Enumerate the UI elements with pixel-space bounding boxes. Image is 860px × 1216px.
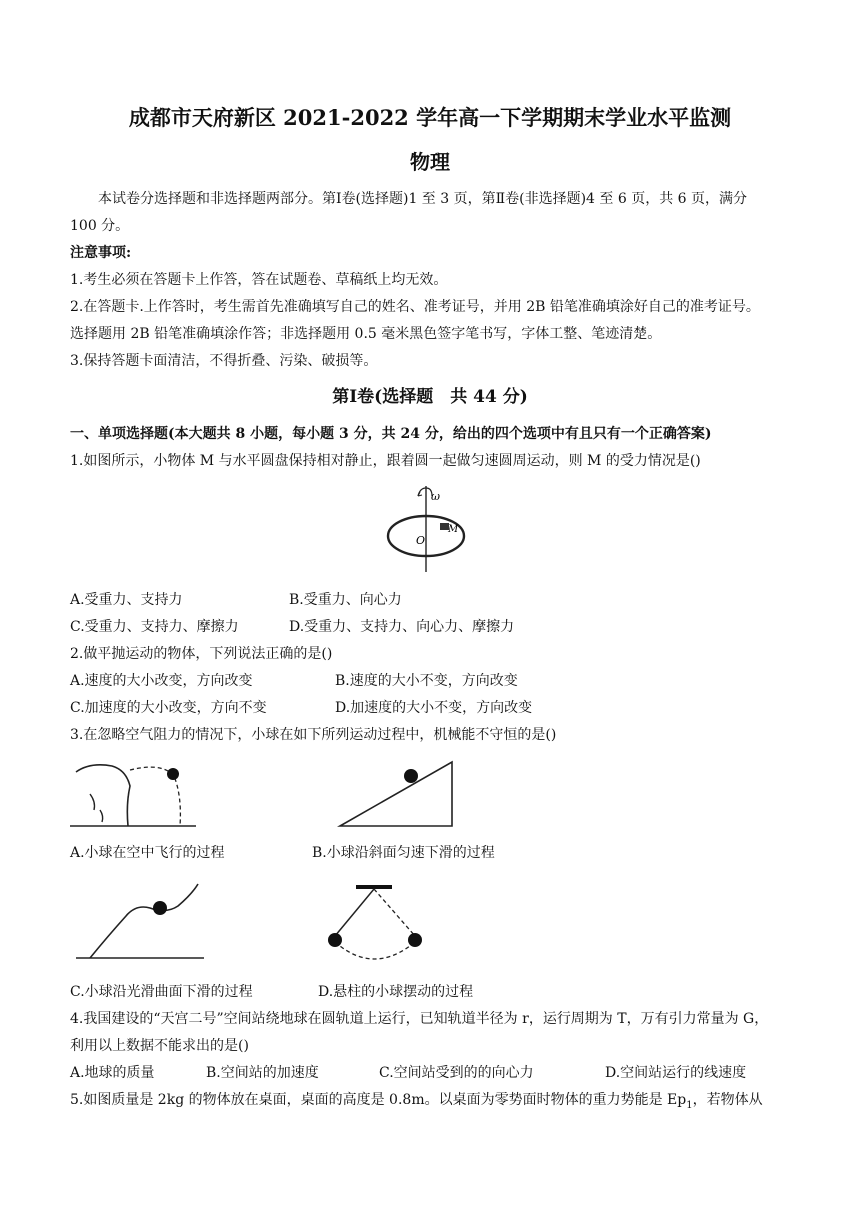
note-item-1: 1.考生必须在答题卡上作答，答在试题卷、草稿纸上均无效。 (70, 272, 448, 288)
q3-option-a: A.小球在空中飞行的过程 (70, 845, 225, 861)
q4-option-b: B.空间站的加速度 (206, 1065, 319, 1081)
q3-pendulum-figure (322, 880, 428, 970)
q2-option-c: C.加速度的大小改变，方向不变 (70, 700, 267, 716)
note-item-2-continued: 选择题用 2B 铅笔准确填涂作答；非选择题用 0.5 毫米黑色签字笔书写，字体工整、笔迹清楚。 (70, 326, 662, 342)
q4-option-c: C.空间站受到的的向心力 (379, 1065, 534, 1081)
q3-option-d: D.悬柱的小球摆动的过程 (318, 984, 474, 1000)
q5-stem-tail: ，若物体从 (692, 1092, 763, 1108)
q1-omega-label: ω (431, 490, 440, 503)
q1-origin-label: O (416, 534, 426, 547)
q1-option-d: D.受重力、支持力、向心力、摩擦力 (289, 619, 515, 635)
q1-rotating-disc-figure (380, 484, 470, 574)
section-1-instruction: 一、单项选择题(本大题共 8 小题，每小题 3 分，共 24 分，给出的四个选项中有且只有一个正确答案) (70, 426, 712, 442)
exam-title: 成都市天府新区 2021-2022 学年高一下学期期末学业水平监测 (128, 105, 732, 130)
q3-curved-surface-figure (74, 880, 206, 964)
q2-option-a: A.速度的大小改变，方向改变 (70, 673, 253, 689)
intro-line-2: 100 分。 (70, 218, 130, 234)
q4-stem-line-1: 4.我国建设的“天宫二号”空间站绕地球在圆轨道上运行，已知轨道半径为 r，运行周期为 T，万有引力常量为 G， (70, 1011, 769, 1027)
q3-option-c: C.小球沿光滑曲面下滑的过程 (70, 984, 253, 1000)
q1-option-c: C.受重力、支持力、摩擦力 (70, 619, 239, 635)
q4-option-d: D.空间站运行的线速度 (605, 1065, 747, 1081)
q5-stem (70, 1090, 794, 1116)
q5-ep-subscript: 1 (686, 1099, 693, 1111)
q5-stem-text: 5.如图质量是 2kg 的物体放在桌面，桌面的高度是 0.8m。以桌面为零势面时物体的重力势能是 Ep (70, 1092, 687, 1108)
notes-heading: 注意事项: (70, 245, 132, 261)
q3-cliff-projectile-figure (70, 760, 200, 830)
q3-incline-figure (338, 758, 458, 830)
q2-stem: 2.做平抛运动的物体，下列说法正确的是() (70, 646, 333, 662)
q1-mass-label: M (448, 524, 459, 535)
q3-option-b: B.小球沿斜面匀速下滑的过程 (312, 845, 495, 861)
note-item-3: 3.保持答题卡面清洁，不得折叠、污染、破损等。 (70, 353, 378, 369)
q1-option-b: B.受重力、向心力 (289, 592, 402, 608)
q2-option-d: D.加速度的大小不变，方向改变 (335, 700, 533, 716)
intro-line-1: 本试卷分选择题和非选择题两部分。第Ⅰ卷(选择题)1 至 3 页，第Ⅱ卷(非选择题)4 至 6 页，共 6 页，满分 (98, 191, 748, 207)
subject-title: 物理 (410, 150, 450, 174)
note-item-2: 2.在答题卡.上作答时，考生需首先准确填写自己的姓名、准考证号，并用 2B 铅笔准确填涂好自己的准考证号。 (70, 299, 760, 315)
q1-stem: 1.如图所示，小物体 M 与水平圆盘保持相对静止，跟着圆一起做匀速圆周运动，则 M 的受力情况是() (70, 453, 701, 469)
q1-option-a: A.受重力、支持力 (70, 592, 183, 608)
section-1-title: 第Ⅰ卷(选择题 共 44 分) (332, 387, 528, 407)
q4-stem-line-2: 利用以上数据不能求出的是() (70, 1038, 249, 1054)
q4-option-a: A.地球的质量 (70, 1065, 155, 1081)
q3-stem: 3.在忽略空气阻力的情况下，小球在如下所列运动过程中，机械能不守恒的是() (70, 727, 557, 743)
q2-option-b: B.速度的大小不变，方向改变 (335, 673, 518, 689)
